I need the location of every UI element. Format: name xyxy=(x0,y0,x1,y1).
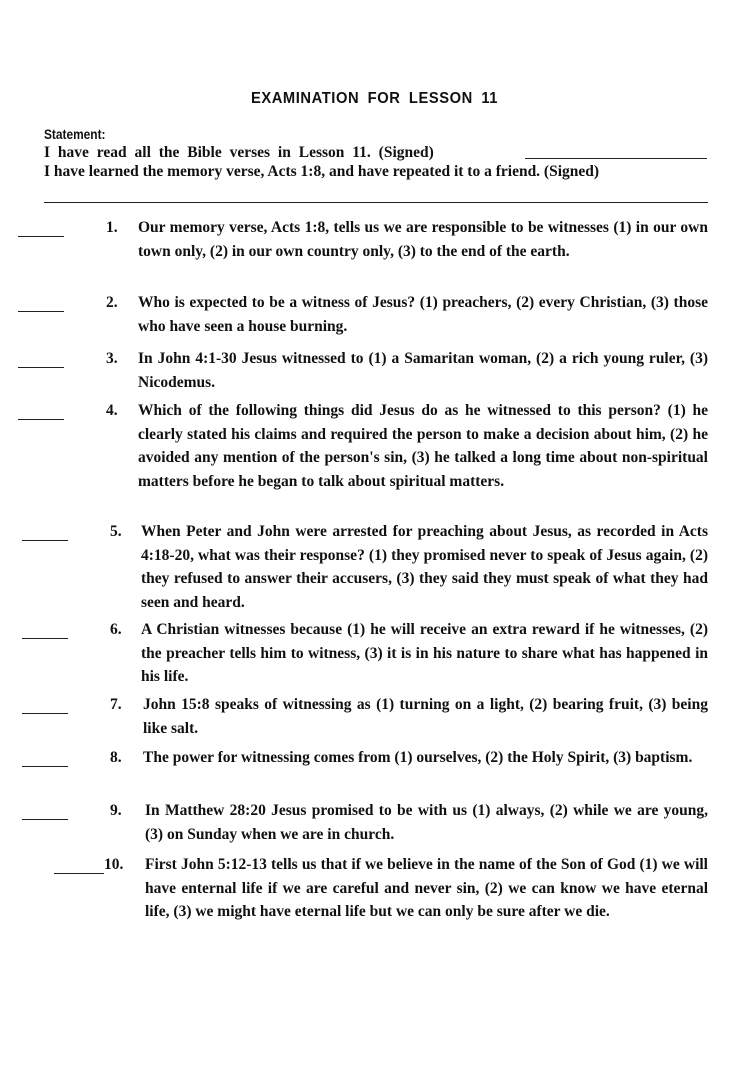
answer-blank-1[interactable] xyxy=(18,236,64,237)
statement-label: Statement: xyxy=(44,126,106,142)
answer-blank-2[interactable] xyxy=(18,311,64,312)
question-number-6: 6. xyxy=(110,621,122,638)
signature-line-memory-verse[interactable] xyxy=(44,202,708,203)
question-text-7: John 15:8 speaks of witnessing as (1) turning on a light, (2) bearing fruit, (3) being like salt. xyxy=(143,696,708,737)
question-number-7: 7. xyxy=(110,696,122,713)
question-text-1: Our memory verse, Acts 1:8, tells us we are responsible to be witnesses (1) in our own town only, (2) in our own country only, (3) to the end of the earth. xyxy=(138,219,708,260)
question-number-1: 1. xyxy=(106,219,118,236)
question-text-9: In Matthew 28:20 Jesus promised to be with us (1) always, (2) while we are young, (3) on Sunday when we are in church. xyxy=(145,802,708,843)
answer-blank-10[interactable] xyxy=(54,873,104,874)
question-text-3: In John 4:1-30 Jesus witnessed to (1) a Samaritan woman, (2) a rich young ruler, (3) Nicodemus. xyxy=(138,350,708,391)
answer-blank-7[interactable] xyxy=(22,713,68,714)
question-number-3: 3. xyxy=(106,350,118,367)
statement-read-verses: I have read all the Bible verses in Lesson 11. (Signed) xyxy=(44,144,434,161)
answer-blank-8[interactable] xyxy=(22,766,68,767)
question-text-5: When Peter and John were arrested for preaching about Jesus, as recorded in Acts 4:18-20, what was their response? (1) they promised never to speak of Jesus again, (2) they refused to answer their accusers, (3) they said they must speak of what they had seen and heard. xyxy=(141,523,708,611)
question-number-9: 9. xyxy=(110,802,122,819)
question-number-5: 5. xyxy=(110,523,122,540)
question-text-8: The power for witnessing comes from (1) ourselves, (2) the Holy Spirit, (3) baptism. xyxy=(143,749,693,766)
question-text-6: A Christian witnesses because (1) he will receive an extra reward if he witnesses, (2) the preacher tells him to witness, (3) it is in his nature to share what has happened in his life. xyxy=(141,621,708,685)
answer-blank-4[interactable] xyxy=(18,419,64,420)
question-number-8: 8. xyxy=(110,749,122,766)
answer-blank-9[interactable] xyxy=(22,819,68,820)
answer-blank-5[interactable] xyxy=(22,540,68,541)
question-text-4: Which of the following things did Jesus do as he witnessed to this person? (1) he clearly stated his claims and required the person to make a decision about him, (2) he avoided any mention of the person's sin, (3) he talked a long time about non-spiritual matters before he began to talk about spiritual matters. xyxy=(138,402,708,490)
question-text-10: First John 5:12-13 tells us that if we believe in the name of the Son of God (1) we will have enternal life if we are careful and never sin, (2) we can know we have eternal life, (3) we might have eternal life but we can only be sure after we die. xyxy=(145,856,708,920)
question-text-2: Who is expected to be a witness of Jesus? (1) preachers, (2) every Christian, (3) those who have seen a house burning. xyxy=(138,294,708,335)
answer-blank-3[interactable] xyxy=(18,367,64,368)
question-number-4: 4. xyxy=(106,402,118,419)
signature-line-read-verses[interactable] xyxy=(525,158,707,159)
statement-memory-verse: I have learned the memory verse, Acts 1:8, and have repeated it to a friend. (Signed) xyxy=(44,163,600,180)
question-number-2: 2. xyxy=(106,294,118,311)
answer-blank-6[interactable] xyxy=(22,638,68,639)
page-title: EXAMINATION FOR LESSON 11 xyxy=(250,90,499,107)
question-number-10: 10. xyxy=(104,856,124,873)
